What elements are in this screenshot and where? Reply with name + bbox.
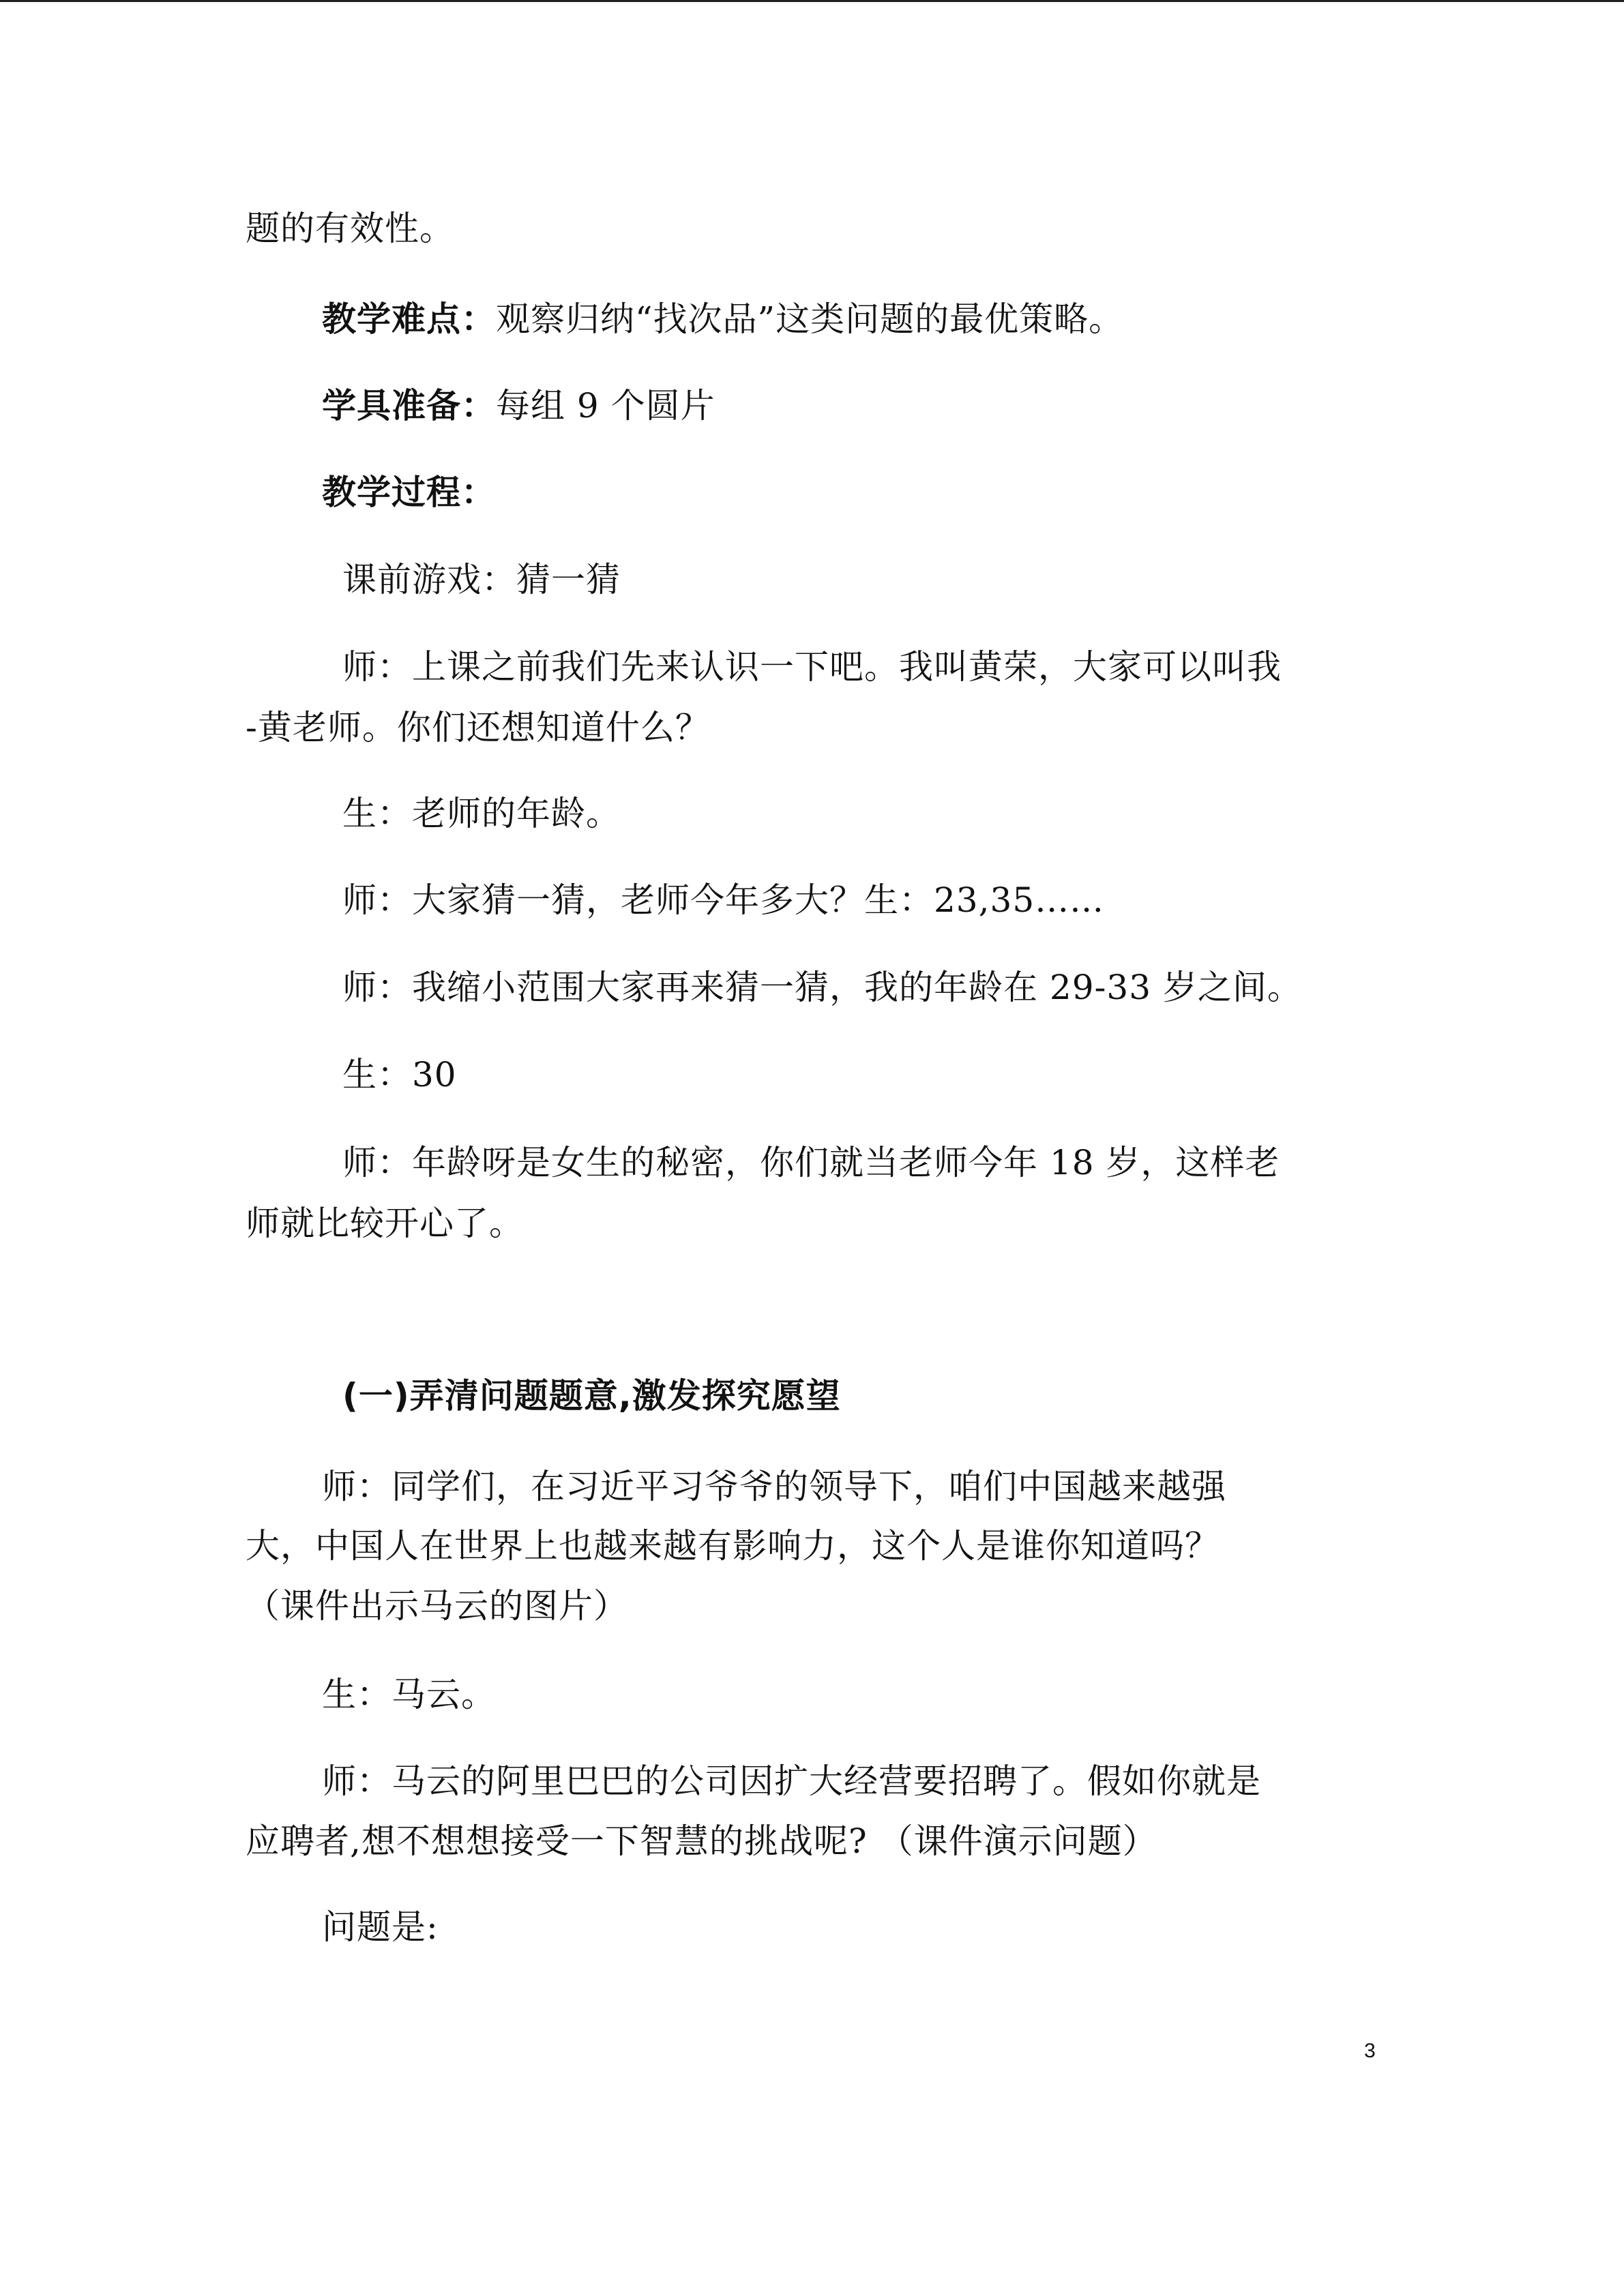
teacher-dialogue-1-line-1: 师：上课之前我们先来认识一下吧。我叫黄荣，大家可以叫我	[342, 647, 1282, 687]
teacher-dialogue-5-line-3: （课件出示马云的图片）	[246, 1586, 628, 1626]
learning-tools-paragraph	[322, 385, 715, 426]
teacher-dialogue-6-line-2: 应聘者,想不想想接受一下智慧的挑战呢? （课件演示问题）	[246, 1821, 1157, 1861]
warmup-game-line: 课前游戏：猜一猜	[342, 560, 621, 599]
teaching-difficulty-label: 教学难点：	[322, 299, 496, 339]
teacher-dialogue-1-line-2: -黄老师。你们还想知道什么？	[246, 708, 710, 747]
teacher-dialogue-4-line-1: 师：年龄呀是女生的秘密，你们就当老师今年 18 岁，这样老	[342, 1143, 1280, 1182]
section-heading: (一)弄清问题题意,激发探究愿望	[342, 1376, 841, 1416]
teaching-difficulty-paragraph	[322, 299, 1123, 340]
teacher-dialogue-2: 师：大家猜一猜，老师今年多大？生：23,35……	[342, 880, 1105, 920]
teacher-dialogue-3: 师：我缩小范围大家再来猜一猜，我的年龄在 29-33 岁之间。	[342, 968, 1302, 1007]
page-number: 3	[1364, 2040, 1376, 2062]
student-dialogue-3: 生：马云。	[322, 1675, 496, 1714]
paragraph-continuation: 题的有效性。	[246, 209, 454, 248]
teacher-dialogue-4-line-2: 师就比较开心了。	[246, 1204, 524, 1243]
teacher-dialogue-6-line-1: 师：马云的阿里巴巴的公司因扩大经营要招聘了。假如你就是	[322, 1761, 1261, 1801]
student-dialogue-1: 生：老师的年龄。	[342, 794, 621, 833]
teaching-process-heading: 教学过程：	[322, 472, 496, 512]
question-intro: 问题是:	[322, 1907, 439, 1947]
teacher-dialogue-5-line-1: 师：同学们，在习近平习爷爷的领导下，咱们中国越来越强	[322, 1467, 1226, 1506]
page-top-border	[0, 0, 1624, 2]
learning-tools-label: 学具准备：	[322, 385, 496, 426]
teaching-difficulty-text: 观察归纳“找次品”这类问题的最优策略。	[496, 299, 1124, 339]
student-dialogue-2: 生：30	[342, 1055, 457, 1094]
teacher-dialogue-5-line-2: 大，中国人在世界上也越来越有影响力，这个人是谁你知道吗？	[246, 1526, 1220, 1566]
learning-tools-text: 每组 9 个圆片	[496, 386, 715, 426]
